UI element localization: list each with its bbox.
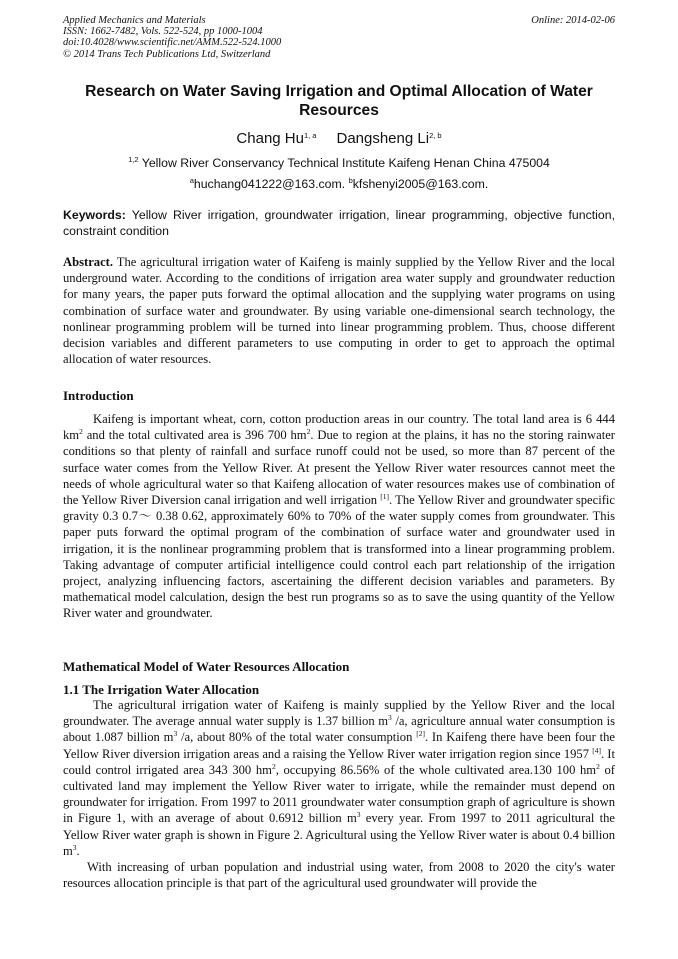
email-a[interactable]: huchang041222@163.com.: [193, 177, 346, 191]
online-date: Online: 2014-02-06: [531, 15, 615, 26]
copyright: © 2014 Trans Tech Publications Ltd, Switzerland: [63, 48, 271, 60]
irrigation-paragraph: The agricultural irrigation water of Kaifeng is mainly supplied by the Yellow River and the local groundwater. The average annual water supply is 1.37 billion $m^3$ /a, agriculture annual water consumption is about 1.087 billion $m^3$ /a, about 80% of the total water consumption [2]. In Kaifeng there have been four the Yellow River diversion irrigation areas and a raising the Yellow River water irrigation region since 1957 [4]. It could control irrigated area 343 300 $hm^2$, occupying 86.56% of the whole cultivated area.130 100 $hm^2$ of cultivated land may implement the Yellow River water to irrigate, while the remainder must depend on groundwater for irrigation. From 1997 to 2011 groundwater water consumption graph of agriculture is shown in Figure 1, with an average of about 0.6912 billion $m^3$ every year. From 1997 to 2011 agricultural the Yellow River water graph is shown in Figure 2. Agricultural using the Yellow River water is about 0.4 billion $m^3$.: [63, 698, 615, 858]
keywords: [63, 207, 615, 239]
abstract-label: Abstract.: [63, 255, 114, 269]
section-heading-math-model: Mathematical Model of Water Resources Allocation: [63, 659, 350, 674]
journal-header: [63, 15, 615, 60]
citation-1[interactable]: [1]: [380, 492, 390, 502]
author-2: Dangsheng Li$^{2, b}$: [336, 130, 442, 147]
affiliation: $^{1,2}$ Yellow River Conservancy Technical Institute Kaifeng Henan China 475004: [128, 155, 550, 170]
citation-4[interactable]: [4]: [592, 745, 601, 755]
paper-title: Research on Water Saving Irrigation and Optimal Allocation of Water Resources: [85, 83, 593, 119]
email-b[interactable]: kfshenyi2005@163.com.: [352, 177, 489, 191]
author-1: Chang Hu$^{1, a}$: [236, 130, 317, 147]
intro-paragraph: Kaifeng is important wheat, corn, cotton production areas in our country. The total land area is 6 444 $km^2$ and the total cultivated area is 396 700 $hm^2$. Due to region at the plains, it has no the storing rainwater conditions so that plenty of rainfall and surface runoff could not be used, so more than 87 percent of the surface water comes from the Yellow River. At present the Yellow River water resources cannot meet the needs of whole agricultural water so that Kaifeng allocation of water resources makes use of combination of the Yellow River Diversion canal irrigation and well irrigation [1]. The Yellow River and groundwater specific gravity 0.3 0.7～ 0.38 0.62, approximately 60% to 70% of the water supply comes from groundwater. This paper puts forward the optimal program of the combination of surface water and groundwater used in irrigation, it is the nonlinear programming problem that is transformed into a linear programming problem. Taking advantage of computer artificial intelligence could control each part relationship of the irrigation project, analyzing influencing factors, ascertaining the different decision variables and parameters. By mathematical model calculation, design the best run programs so as to save the using quantity of the Yellow River water and groundwater.: [63, 412, 616, 621]
journal-name: Applied Mechanics and Materials: [63, 15, 206, 26]
issn: ISSN: 1662-7482, Vols. 522-524, pp 1000-1004: [63, 26, 263, 38]
keywords-label: Keywords:: [63, 208, 126, 222]
section-heading-introduction: Introduction: [63, 388, 134, 403]
authors: [63, 130, 615, 148]
doi: doi:10.4028/www.scientific.net/AMM.522-524.1000: [63, 37, 282, 49]
allocation-paragraph: With increasing of urban population and industrial using water, from 2008 to 2020 the city's water resources allocation principle is that part of the agricultural used groundwater will provide the: [63, 860, 615, 891]
subsection-heading-irrigation: 1.1 The Irrigation Water Allocation: [63, 682, 260, 697]
keywords-text: Yellow River irrigation, groundwater irrigation, linear programming, objective function, constraint condition: [63, 208, 615, 239]
abstract-text: The agricultural irrigation water of Kaifeng is mainly supplied by the Yellow River and the local underground water. According to the conditions of irrigation area water supply and groundwater reduction for many years, the paper puts forward the optimal allocation and the supplying water programs on using combination of surface water and groundwater. By using variable one-dimensional search technology, the nonlinear programming problem will be turned into linear programming problem. Thus, choose different decision variables and different parameters to use computing in order to get to approach the optimal allocation of water resources.: [63, 255, 615, 367]
author-emails: $^a$huchang041222@163.com. $^b$kfshenyi2005@163.com.: [189, 176, 489, 191]
abstract: [63, 254, 615, 367]
citation-2[interactable]: [2]: [416, 729, 425, 739]
